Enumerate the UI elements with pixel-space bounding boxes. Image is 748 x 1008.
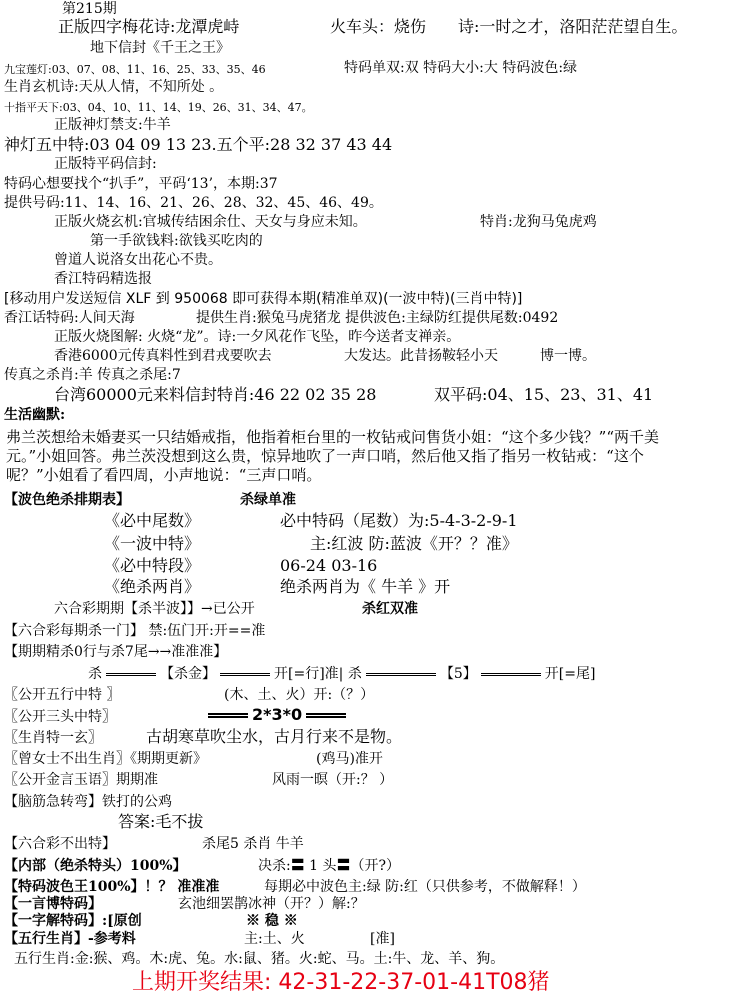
- must-tail-value: 必中特码（尾数）为:5-4-3-2-9-1: [280, 511, 518, 530]
- lotus-lamp-text: 九宝莲灯:03、07、08、11、16、25、33、35、46: [4, 63, 266, 76]
- golden-words-value: 风雨一暝（开:？ ）: [272, 772, 394, 788]
- provided-zodiac-wave: 提供生肖:猴兔马虎猪龙 提供波色:主绿防红提供尾数:0492: [196, 310, 559, 326]
- three-head-label: 〖公开三头中特〗: [4, 709, 116, 725]
- taoist-saying: 曾道人说洛女出花心不贵。: [54, 252, 222, 268]
- ten-fingers-numbers: [4, 97, 313, 117]
- one-word-special: 【一言博特码】: [4, 896, 102, 912]
- zodiac-mystery-poem: 生肖玄机诗:天从人情，不知所处 。: [4, 79, 224, 95]
- wave-king-value: 每期必中波色主:绿 防:红（只供参考，不做解释！）: [264, 879, 586, 895]
- double-bar: [208, 713, 248, 718]
- five-element-zodiac-main: 主:土、火: [244, 931, 305, 947]
- sms-notice: [移动用户发送短信 XLF 到 950068 即可获得本期(精准单双)(一波中特)(三肖中特)]: [4, 291, 523, 307]
- must-tail-label: 《必中尾数》: [104, 511, 201, 530]
- train-head: 火车头：烧伤: [330, 17, 427, 36]
- humor-joke: 弗兰茨想给未婚妻买一只结婚戒指，他指着柜台里的一枚钻戒问售货小姐：“这个多少钱？”“两千美元。”小姐回答。弗兰茨没想到这么贵，惊异地吹了一声口哨，然后他又指了指另一枚钻戒：“这个呢？”小姐看了看四周，小声地说：“三声口哨。: [6, 428, 660, 484]
- kill-half-wave: 六合彩期期【杀半波】】→已公开: [54, 601, 255, 617]
- pickpocket-riddle: 特码心想要找个“扒手”，平码‘13’，本期:37: [4, 176, 278, 192]
- plum-poem-title: 正版四字梅花诗:龙潭虎峙: [58, 17, 240, 36]
- fax-kill: 传真之杀肖:羊 传真之杀尾:7: [4, 367, 181, 383]
- double-bar: [220, 673, 270, 676]
- kill-one-door: 【六合彩每期杀一门】 禁:伍门开:开==准: [4, 623, 266, 639]
- first-hand-material: 第一手欲钱料:欲钱买吃肉的: [90, 233, 263, 249]
- wave-king-label: 【特码波色王100%】！？ 准准准: [4, 879, 220, 895]
- kill-metal-row: [88, 665, 595, 683]
- internal-kill-value: 决杀:〓 1 头〓（开?）: [258, 858, 401, 874]
- lotus-lamp-numbers: [4, 59, 266, 79]
- golden-words-label: 〖公开金言玉语〗期期准: [4, 772, 158, 788]
- kill-element-tail: 【期期精杀0行与杀7尾→→准准准】: [4, 644, 228, 660]
- kill-red-double: 杀红双准: [362, 601, 418, 617]
- hk-selection-title: 香江特码精选报: [54, 271, 152, 287]
- lamp-five-special: 神灯五中特:03 04 09 13 23.五个平:28 32 37 43 44: [4, 135, 393, 154]
- three-head-value: [204, 706, 350, 724]
- zodiac-mystery-label: 〖生肖特一玄〗: [4, 730, 102, 746]
- brain-teaser: 【脑筋急转弯】铁打的公鸡: [4, 794, 172, 810]
- big-fortune: 大发达。此昔扬鞍轻小天: [344, 348, 498, 364]
- five-element-zodiac-table: 五行生肖:金:猴、鸡。木:虎、兔。水:鼠、猪。火:蛇、马。土:牛、龙、羊、狗。: [14, 951, 505, 967]
- double-bar: [106, 673, 156, 676]
- humor-title: 生活幽默:: [4, 407, 66, 423]
- taiwan-envelope: 台湾60000元来料信封特肖:46 22 02 35 28: [54, 385, 377, 404]
- hk-fax-material: 香港6000元传真料性到君戎要吹去: [54, 348, 272, 364]
- zodiac-mystery-value: 古胡寒草吹尘水，古月行来不是物。: [146, 727, 403, 746]
- gamble: 博一博。: [540, 348, 596, 364]
- ms-zeng-value: (鸡马)准开: [316, 751, 383, 767]
- internal-kill-label: 【内部（绝杀特头）100%】: [4, 858, 187, 874]
- no-special-value: 杀尾5 杀肖 牛羊: [202, 836, 304, 852]
- one-char-value: ※ 稳 ※: [246, 913, 298, 929]
- must-segment-value: 06-24 03-16: [280, 556, 378, 575]
- one-char-label: 【一字解特码】:[原创: [4, 913, 142, 929]
- double-bar: [306, 713, 346, 718]
- wave-kill-schedule: 【波色绝杀排期表】: [4, 492, 130, 508]
- kill-label-2: 杀: [347, 666, 362, 682]
- three-head-code: 2*3*0: [252, 705, 303, 724]
- last-draw-result: 上期开奖结果: 42-31-22-37-01-41T08猪: [132, 970, 550, 995]
- special-code-attributes: 特码单双:双 特码大小:大 特码波色:绿: [344, 60, 578, 76]
- flat-code-envelope: 正版特平码信封:: [54, 156, 157, 172]
- brain-teaser-answer: 答案:毛不拔: [118, 812, 204, 831]
- no-special-label: 【六合彩不出特】: [4, 836, 116, 852]
- double-flat-codes: 双平码:04、15、23、31、41: [434, 385, 654, 404]
- open-element: 开[=行]准|: [274, 666, 344, 682]
- lamp-forbidden: 正版神灯禁支:牛羊: [54, 117, 171, 133]
- kill-green-single: 杀绿单准: [240, 492, 296, 508]
- hk-saying: 香江话特码:人间天海: [4, 310, 135, 326]
- five-element-label: 〖公开五行中特 〗: [4, 687, 121, 703]
- tail-five: 【5】: [439, 666, 477, 682]
- special-zodiac: 特肖:龙狗马兔虎鸡: [480, 214, 597, 230]
- one-wave-value: 主:红波 防:蓝波《开？？准》: [310, 534, 518, 553]
- five-element-zodiac-label: 【五行生肖】-参考料: [4, 931, 136, 947]
- five-element-zodiac-tag: [准]: [370, 931, 395, 947]
- underground-envelope: 地下信封《千王之王》: [90, 40, 230, 56]
- issue-number: 第215期: [62, 1, 117, 17]
- one-word-poem: 玄池细罢鹊冰神（开？）解:？: [178, 896, 365, 912]
- fire-mystery: 正版火烧玄机:官城传结困余仕、天女与身应未知。: [54, 214, 367, 230]
- kill-metal: 【杀金】: [160, 666, 216, 682]
- five-element-value: (木、土、火）开:（？）: [224, 687, 375, 703]
- kill-two-zodiac-label: 《绝杀两肖》: [104, 577, 201, 596]
- fire-diagram: 正版火烧图解: 火烧“龙”。诗:一夕风花作飞坠，昨今送者支禅亲。: [54, 329, 461, 345]
- double-bar: [366, 673, 436, 676]
- open-tail: 开[=尾]: [544, 666, 596, 682]
- ten-fingers-text: 十指平天下:03、04、10、11、14、19、26、31、34、47。: [4, 101, 313, 114]
- double-bar: [481, 673, 541, 676]
- ms-zeng-label: 〖曾女士不出生肖〗《期期更新》: [4, 751, 207, 767]
- poem-line: 诗:一时之才，洛阳茫茫望自生。: [458, 17, 688, 36]
- kill-label: 杀: [88, 666, 102, 682]
- kill-two-zodiac-value: 绝杀两肖为《 牛羊 》开: [280, 577, 451, 596]
- provided-numbers: 提供号码:11、14、16、21、26、28、32、45、46、49。: [4, 195, 383, 211]
- must-segment-label: 《必中特段》: [104, 556, 201, 575]
- one-wave-label: 《一波中特》: [104, 534, 201, 553]
